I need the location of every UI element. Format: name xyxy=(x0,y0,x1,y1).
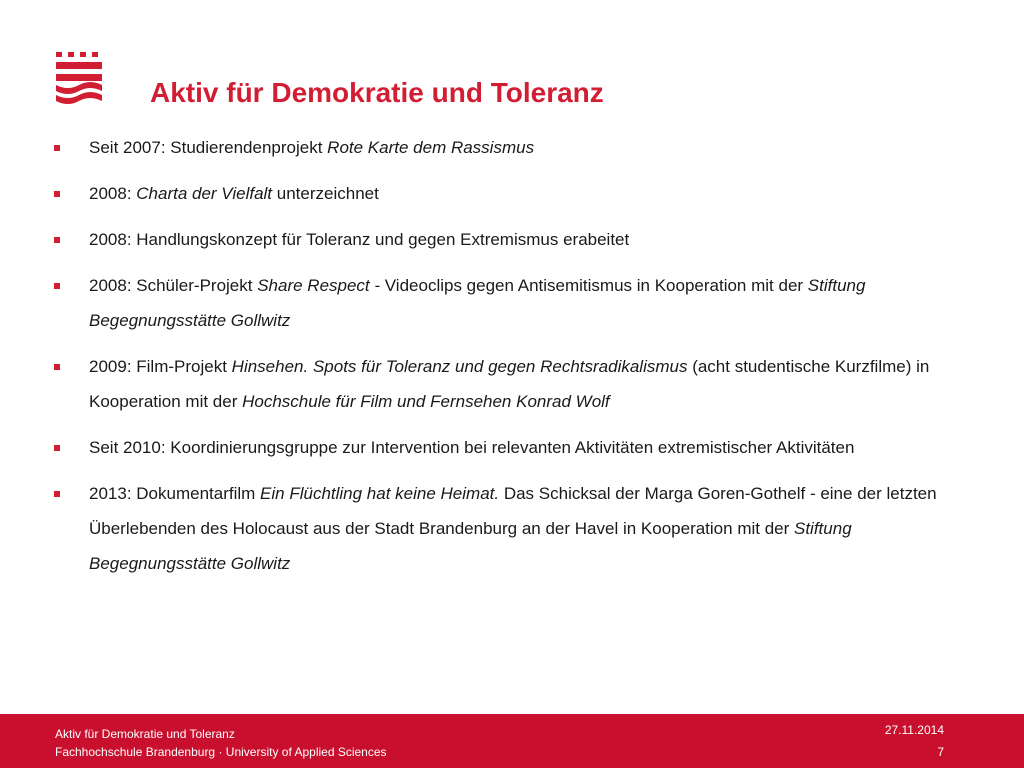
bullet-text: Seit 2007: Studierendenprojekt xyxy=(89,138,328,157)
bullet-square-icon xyxy=(54,191,60,197)
bullet-emphasis-text: Rote Karte dem Rassismus xyxy=(327,138,535,157)
bullet-item xyxy=(0,130,1024,165)
city-coat-of-arms-icon xyxy=(54,52,104,104)
bullet-text: 2008: Handlungskonzept für Toleranz und gegen Extremismus erabeitet xyxy=(89,230,630,249)
footer-institution: Fachhochschule Brandenburg · University of Applied Sciences xyxy=(55,745,387,759)
bullet-emphasis-text: Hinsehen. Spots für Toleranz und gegen Rechtsradikalismus xyxy=(231,357,688,376)
bullet-emphasis-text: Hochschule für Film und Fernsehen Konrad Wolf xyxy=(242,392,610,411)
bullet-emphasis-text: Share Respect - xyxy=(257,276,385,295)
bullet-square-icon xyxy=(54,364,60,370)
bullet-item xyxy=(0,349,1024,419)
footer-page-number: 7 xyxy=(937,745,944,759)
bullet-text: 2013: Dokumentarfilm xyxy=(89,484,261,503)
footer-date: 27.11.2014 xyxy=(884,723,944,737)
bullet-square-icon xyxy=(54,491,60,497)
bullet-item xyxy=(0,430,1024,465)
bullet-emphasis-text: Stiftung Begegnungsstätte Gollwitz xyxy=(89,519,852,573)
bullet-square-icon xyxy=(54,145,60,151)
bullet-text: unterzeichnet xyxy=(272,184,379,203)
bullet-text: Das Schicksal der Marga Goren-Gothelf - eine der letzten Überlebenden des Holocaust aus der Stadt Brandenburg an der Havel in Kooperation mit der xyxy=(89,484,937,538)
bullet-list xyxy=(0,130,1024,592)
bullet-square-icon xyxy=(54,237,60,243)
bullet-square-icon xyxy=(54,445,60,451)
bullet-text: 2008: Schüler-Projekt xyxy=(89,276,258,295)
bullet-text: (acht studentische Kurzfilme) in Kooperation mit der xyxy=(89,357,930,411)
bullet-text: 2008: xyxy=(89,184,137,203)
bullet-text: Seit 2010: Koordinierungsgruppe zur Intervention bei relevanten Aktivitäten extremistischer Aktivitäten xyxy=(89,438,855,457)
bullet-item xyxy=(0,176,1024,211)
bullet-item xyxy=(0,268,1024,338)
bullet-emphasis-text: Stiftung Begegnungsstätte Gollwitz xyxy=(89,276,866,330)
bullet-emphasis-text: Charta der Vielfalt xyxy=(136,184,273,203)
bullet-text: 2009: Film-Projekt xyxy=(89,357,232,376)
bullet-square-icon xyxy=(54,283,60,289)
bullet-item xyxy=(0,222,1024,257)
bullet-item xyxy=(0,476,1024,581)
footer-presentation-title: Aktiv für Demokratie und Toleranz xyxy=(55,727,235,741)
footer xyxy=(0,714,1024,768)
bullet-text: Videoclips gegen Antisemitismus in Kooperation mit der xyxy=(384,276,808,295)
page-title: Aktiv für Demokratie und Toleranz xyxy=(150,77,604,108)
bullet-emphasis-text: Ein Flüchtling hat keine Heimat. xyxy=(260,484,500,503)
